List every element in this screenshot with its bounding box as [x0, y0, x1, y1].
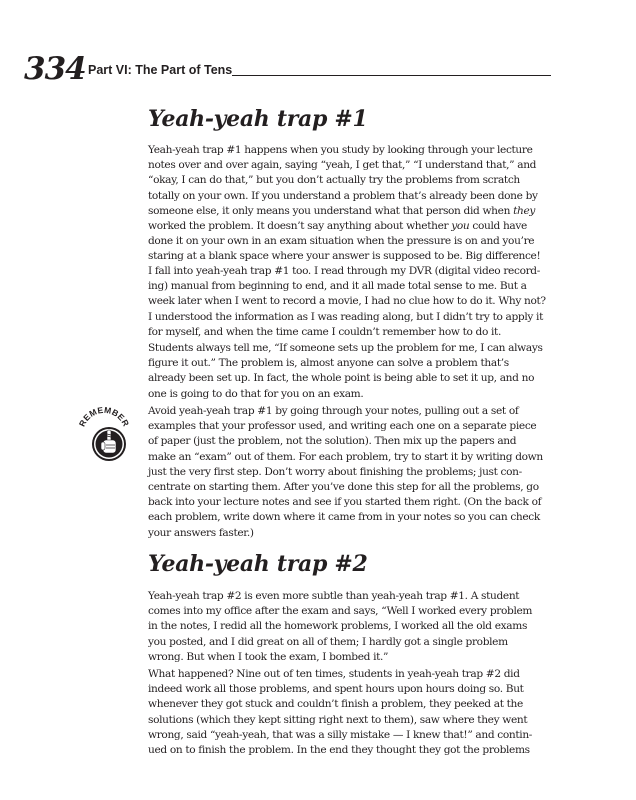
section-heading-trap-1: Yeah-yeah trap #1 [148, 106, 368, 132]
text-line: I fall into yeah-yeah trap #1 too. I read through my DVR (digital video record- [148, 265, 540, 277]
text-line [148, 204, 555, 219]
text-line: done it on your own in an exam situation when the pressure is on and you’re [148, 235, 535, 248]
paragraph-what-happened [148, 667, 555, 758]
text-line: figure it out.” The problem is, almost anyone can solve a problem that’s [148, 357, 509, 370]
text-line: Students always tell me, “If someone sets up the problem for me, I can always [148, 342, 543, 354]
text-line: one is going to do that for you on an exam. [148, 387, 364, 400]
text-line: already been set up. In fact, the whole point is being able to set it up, and no [148, 372, 535, 385]
text-line: examples that your professor used, and writing each one on a separate piece [148, 420, 537, 433]
paragraph-dvr-example [148, 264, 555, 340]
section-heading-trap-2: Yeah-yeah trap #2 [148, 551, 368, 577]
text-line: wrong. But when I took the exam, I bombed it.” [148, 650, 389, 663]
text-line: each problem, write down where it came from in your notes so you can check [148, 511, 540, 524]
paragraph-students-quote [148, 341, 555, 402]
text-line: Yeah-yeah trap #2 is even more subtle than yeah-yeah trap #1. A student [148, 590, 520, 602]
text-line: totally on your own. If you understand a problem that’s already been done by [148, 189, 538, 202]
text-line: of paper (just the problem, not the solution). Then mix up the papers and [148, 435, 517, 448]
text-line: for myself, and when the time came I couldn’t remember how to do it. [148, 325, 501, 338]
paragraph-trap-2-intro [148, 589, 555, 665]
text-line: solutions (which they kept sitting right next to them), saw where they went [148, 713, 528, 726]
text-line: ued on to finish the problem. In the end they thought they got the problems [148, 744, 530, 757]
text-line: ing) manual from beginning to end, and it all made total sense to me. But a [148, 280, 527, 293]
text-line: whenever they got stuck and couldn’t finish a problem, they peeked at the [148, 698, 523, 711]
text-line [148, 219, 555, 234]
text-line: “okay, I can do that,” but you don’t actually try the problems from scratch [148, 174, 520, 187]
text-line: I understood the information as I was reading along, but I didn’t try to apply it [148, 310, 543, 323]
text-line: make an “exam” out of them. For each problem, try to start it by writing down [148, 450, 543, 463]
paragraph-remember-tip [148, 404, 555, 541]
text-line: wrong, said “yeah-yeah, that was a silly mistake — I knew that!” and contin- [148, 728, 533, 741]
text-run: someone else, it only means you understand what that person did when [148, 204, 514, 217]
text-line: Yeah-yeah trap #1 happens when you study by looking through your lecture [148, 144, 533, 156]
text-run: worked the problem. It doesn’t say anything about whether [148, 220, 452, 233]
remember-label: REMEMBER [76, 404, 132, 429]
paragraph-trap-1-intro [148, 143, 555, 265]
page-number: 334 [24, 51, 86, 87]
text-line: just the very first step. Don’t worry about finishing the problems; just con- [148, 465, 522, 478]
text-line: notes over and over again, saying “yeah, I get that,” “I understand that,” and [148, 159, 537, 172]
part-title: Part VI: The Part of Tens [88, 63, 233, 77]
text-line: What happened? Nine out of ten times, students in yeah-yeah trap #2 did [148, 668, 520, 680]
remember-icon [76, 404, 132, 466]
text-line: staring at a blank space where your answer is supposed to be. Big difference! [148, 250, 541, 263]
text-line: you posted, and I did great on all of them; I hardly got a single problem [148, 635, 508, 648]
text-line: back into your lecture notes and see if you started them right. (On the back of [148, 496, 542, 509]
text-line: your answers faster.) [148, 526, 254, 539]
text-line: centrate on starting them. After you’ve done this step for all the problems, go [148, 481, 539, 494]
emphasis-they: they [513, 204, 535, 217]
svg-text:REMEMBER [77, 405, 132, 428]
text-line: comes into my office after the exam and says, “Well I worked every problem [148, 605, 533, 618]
text-line: in the notes, I redid all the homework problems, I worked all the old exams [148, 620, 528, 633]
text-line: Avoid yeah-yeah trap #1 by going through your notes, pulling out a set of [148, 405, 519, 417]
header-rule [232, 75, 551, 76]
text-run: could have [469, 220, 527, 233]
emphasis-you: you [451, 220, 470, 233]
text-line: week later when I went to record a movie, I had no clue how to do it. Why not? [148, 295, 546, 308]
text-line: indeed work all those problems, and spent hours upon hours doing so. But [148, 683, 524, 696]
